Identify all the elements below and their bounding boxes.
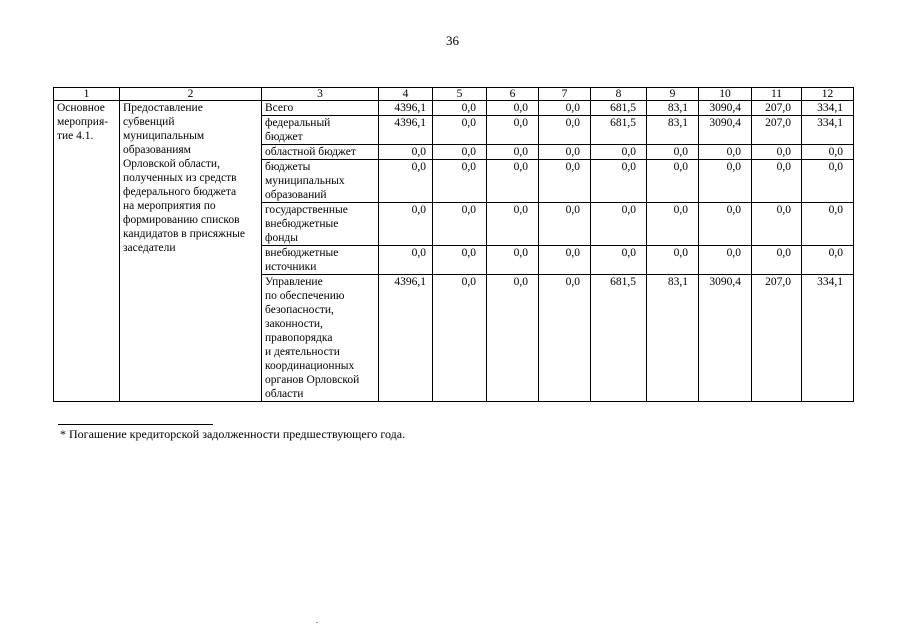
header-cell: 1 [54,88,120,101]
value-cell: 0,0 [433,275,487,402]
table-row [54,101,854,116]
value-cell: 0,0 [802,145,854,160]
value-cell: 0,0 [539,160,591,203]
footnote: * Погашение кредиторской задолженности предшествующего года. [60,427,406,441]
header-row [54,88,854,101]
value-cell: 0,0 [539,101,591,116]
footnote-divider [58,424,213,425]
value-cell: 4396,1 [379,116,433,145]
value-cell: 0,0 [487,246,539,275]
header-cell: 5 [433,88,487,101]
source-cell: областной бюджет [262,145,379,160]
value-cell: 0,0 [487,160,539,203]
value-cell: 0,0 [379,160,433,203]
value-cell: 681,5 [591,275,647,402]
value-cell: 207,0 [752,275,802,402]
value-cell: 0,0 [752,160,802,203]
value-cell: 0,0 [433,246,487,275]
value-cell: 334,1 [802,275,854,402]
value-cell: 0,0 [487,145,539,160]
value-cell: 0,0 [699,145,752,160]
value-cell: 0,0 [487,203,539,246]
value-cell: 334,1 [802,116,854,145]
value-cell: 3090,4 [699,116,752,145]
value-cell: 0,0 [752,145,802,160]
page-number: 36 [446,33,459,48]
value-cell: 83,1 [647,116,699,145]
value-cell: 0,0 [647,145,699,160]
header-cell: 7 [539,88,591,101]
value-cell: 4396,1 [379,275,433,402]
value-cell: 334,1 [802,101,854,116]
value-cell: 0,0 [752,203,802,246]
scan-speck [316,622,318,623]
value-cell: 0,0 [802,160,854,203]
event-number-cell: Основное мероприя- тие 4.1. [54,101,120,402]
value-cell: 0,0 [699,160,752,203]
value-cell: 0,0 [752,246,802,275]
value-cell: 0,0 [539,116,591,145]
value-cell: 0,0 [487,101,539,116]
value-cell: 681,5 [591,101,647,116]
value-cell: 0,0 [487,116,539,145]
value-cell: 0,0 [433,145,487,160]
source-cell: внебюджетные источники [262,246,379,275]
value-cell: 0,0 [379,246,433,275]
value-cell: 0,0 [433,160,487,203]
source-cell: бюджеты муниципальных образований [262,160,379,203]
value-cell: 83,1 [647,101,699,116]
value-cell: 0,0 [699,203,752,246]
event-description-cell: Предоставление субвенций муниципальным образованиям Орловской области, полученных из средств федерального бюджета на мероприятия по формированию списков кандидатов в присяжные заседатели [120,101,262,402]
value-cell: 0,0 [647,203,699,246]
source-cell: государственные внебюджетные фонды [262,203,379,246]
source-cell: Всего [262,101,379,116]
value-cell: 0,0 [487,275,539,402]
header-cell: 4 [379,88,433,101]
value-cell: 207,0 [752,101,802,116]
value-cell: 681,5 [591,116,647,145]
source-cell: Управление по обеспечению безопасности, законности, правопорядка и деятельности координационных органов Орловской области [262,275,379,402]
value-cell: 0,0 [539,203,591,246]
value-cell: 0,0 [433,101,487,116]
value-cell: 207,0 [752,116,802,145]
value-cell: 0,0 [539,145,591,160]
source-cell: федеральный бюджет [262,116,379,145]
header-cell: 10 [699,88,752,101]
header-cell: 12 [802,88,854,101]
value-cell: 0,0 [647,246,699,275]
header-cell: 2 [120,88,262,101]
value-cell: 3090,4 [699,101,752,116]
value-cell: 0,0 [647,160,699,203]
value-cell: 0,0 [539,246,591,275]
value-cell: 0,0 [591,145,647,160]
value-cell: 0,0 [379,145,433,160]
budget-table [53,87,854,402]
value-cell: 0,0 [433,116,487,145]
header-cell: 3 [262,88,379,101]
header-cell: 6 [487,88,539,101]
value-cell: 4396,1 [379,101,433,116]
value-cell: 0,0 [379,203,433,246]
value-cell: 0,0 [699,246,752,275]
value-cell: 0,0 [433,203,487,246]
value-cell: 0,0 [539,275,591,402]
header-cell: 11 [752,88,802,101]
value-cell: 0,0 [802,246,854,275]
value-cell: 3090,4 [699,275,752,402]
value-cell: 0,0 [591,246,647,275]
value-cell: 0,0 [591,203,647,246]
header-cell: 9 [647,88,699,101]
value-cell: 0,0 [802,203,854,246]
header-cell: 8 [591,88,647,101]
value-cell: 0,0 [591,160,647,203]
value-cell: 83,1 [647,275,699,402]
